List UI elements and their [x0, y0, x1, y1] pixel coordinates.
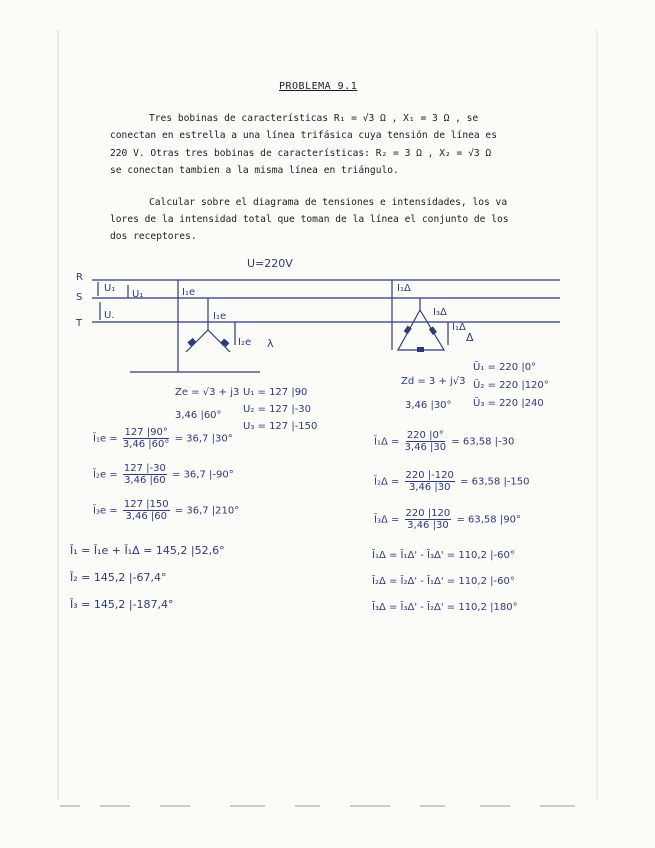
- i1delta-label-2: I₁Δ: [452, 322, 466, 333]
- statement-line-5: Calcular sobre el diagrama de tensiones e intensidades, los va: [149, 197, 508, 208]
- statement-line-4: se conectan tambien a la misma línea en triángulo.: [110, 165, 399, 176]
- statement-line-1: Tres bobinas de características R₁ = √3 Ω , X₁ = 3 Ω , se: [149, 113, 479, 124]
- total-current-3: Ī₃ = 145,2 |-187,4°: [70, 598, 174, 611]
- u3-label: U.: [104, 310, 115, 321]
- statement-line-6: lores de la intensidad total que toman de la línea el conjunto de los: [110, 214, 509, 225]
- delta-voltage-1: Ū₁ = 220 |0°: [473, 362, 537, 373]
- delta-voltage-2: Ū₂ = 220 |120°: [473, 380, 549, 391]
- delta-line-current-1: Ī₁Δ = Ī₁Δ' - Ī₃Δ' = 110,2 |-60°: [372, 550, 515, 561]
- star-voltage-1: U₁ = 127 |90: [243, 387, 308, 398]
- line-voltage-label: U=220V: [247, 257, 293, 270]
- star-current-1: Ī₁e = $\frac{127 |90^\circ}{3,46 |60^\circ}$ = 36,7 |30°: [93, 427, 233, 450]
- scan-artifact-strip: [60, 803, 580, 809]
- star-impedance-polar: 3,46 |60°: [175, 410, 222, 421]
- star-coil-1: [187, 338, 196, 346]
- delta-voltage-3: Ū₃ = 220 |240: [473, 398, 544, 409]
- i3e-label: I₂e: [238, 337, 252, 348]
- i2e-label: I₁e: [213, 311, 227, 322]
- phase-label-t: T: [76, 318, 83, 329]
- delta-current-2: Ī₂Δ = $\frac{220 |-120}{3,46 |30}$ = 63,58 |-150: [374, 470, 530, 493]
- delta-symbol: Δ: [466, 331, 474, 344]
- star-current-2: Ī₂e = $\frac{127 |-30}{3,46 |60}$ = 36,7 |-90°: [93, 463, 234, 486]
- phase-label-s: S: [76, 292, 83, 303]
- delta-coil-3: [417, 347, 424, 352]
- i3delta-label: I₃Δ: [433, 307, 447, 318]
- star-symbol: λ: [267, 337, 274, 350]
- phase-label-r: R: [76, 272, 83, 283]
- total-current-2: Ī₂ = 145,2 |-67,4°: [70, 571, 167, 584]
- u1-label: U₁: [104, 283, 116, 294]
- total-current-1: Ī₁ = Ī₁e + Ī₁Δ = 145,2 |52,6°: [70, 544, 225, 557]
- problem-title: PROBLEMA 9.1: [279, 81, 358, 92]
- statement-line-3: 220 V. Otras tres bobinas de características: R₂ = 3 Ω , X₂ = √3 Ω: [110, 148, 492, 159]
- star-coil-2: [221, 339, 230, 347]
- delta-impedance: Zd = 3 + j√3: [401, 376, 466, 387]
- delta-current-1: Ī₁Δ = $\frac{220 |0^\circ}{3,46 |30}$ = 63,58 |-30: [374, 430, 515, 453]
- u2-label: U₁: [132, 289, 144, 300]
- i1e-label: I₁e: [182, 287, 196, 298]
- star-impedance: Ze = √3 + j3: [175, 387, 240, 398]
- star-current-3: Ī₃e = $\frac{127 |150}{3,46 |60}$ = 36,7 |210°: [93, 499, 240, 522]
- statement-line-7: dos receptores.: [110, 231, 197, 242]
- delta-line-current-2: Ī₂Δ = Ī₂Δ' - Ī₁Δ' = 110,2 |-60°: [372, 576, 515, 587]
- delta-current-3: Ī₃Δ = $\frac{220 |120}{3,46 |30}$ = 63,58 |90°: [374, 508, 521, 531]
- delta-line-current-3: Ī₃Δ = Ī₃Δ' - Ī₂Δ' = 110,2 |180°: [372, 602, 518, 613]
- star-voltage-2: U₂ = 127 |-30: [243, 404, 312, 415]
- statement-line-2: conectan en estrella a una línea trifásica cuya tensión de línea es: [110, 130, 497, 141]
- star-voltage-3: U₃ = 127 |-150: [243, 421, 318, 432]
- i1delta-label: I₁Δ: [397, 283, 411, 294]
- delta-impedance-polar: 3,46 |30°: [405, 400, 452, 411]
